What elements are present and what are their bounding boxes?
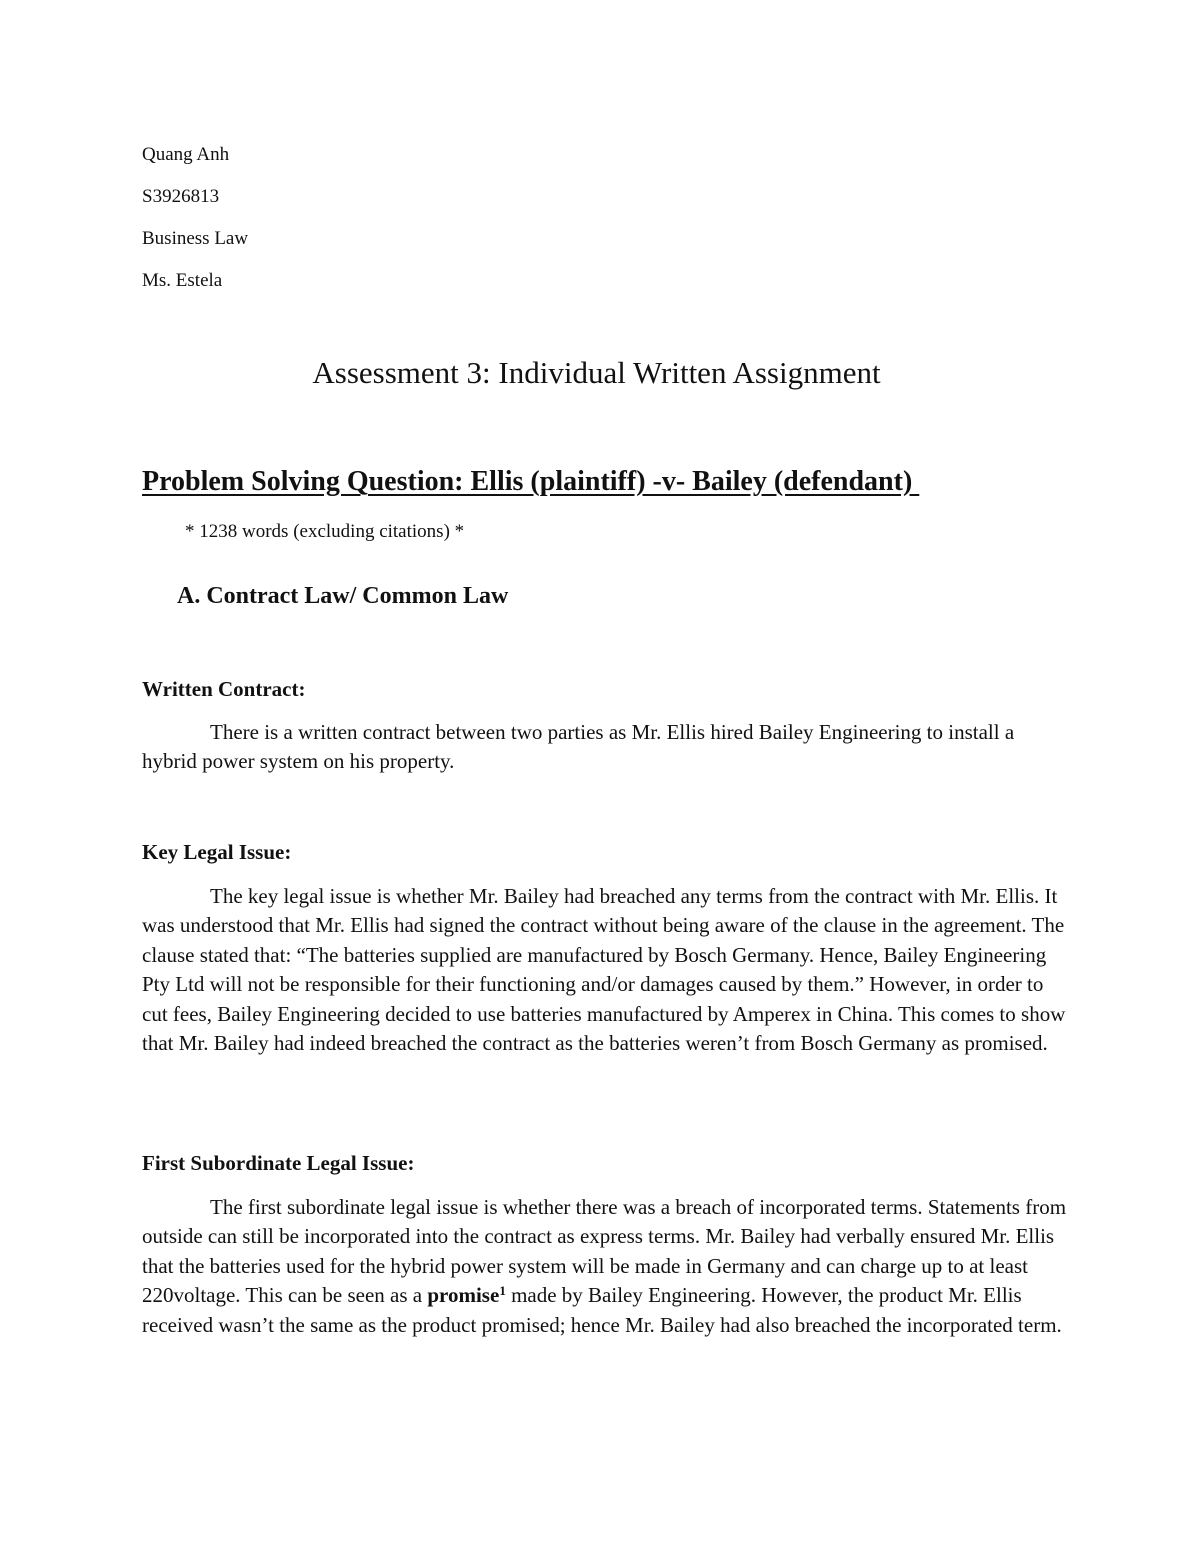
author-name: Quang Anh [142, 144, 230, 165]
lecturer-name: Ms. Estela [142, 270, 223, 291]
word-count-note: * 1238 words (excluding citations) * [185, 521, 465, 542]
paragraph-text-after: made by Bailey Engineering. However, the product Mr. Ellis received wasn’t the same as the product promised; hence Mr. Bailey had also breached the incorporated term. [142, 1283, 1062, 1337]
key-legal-issue-paragraph: The key legal issue is whether Mr. Bailey had breached any terms from the contract with Mr. Ellis. It was understood that Mr. Ellis had signed the contract without being aware of the clause in the agreement. The clause stated that: “The batteries supplied are manufactured by Bosch Germany. Hence, Bailey Engineering Pty Ltd will not be responsible for their functioning and/or damages caused by them.” However, in order to cut fees, Bailey Engineering decided to use batteries manufactured by Amperex in China. This comes to show that Mr. Bailey had indeed breached the contract as the batteries weren’t from Bosch Germany as promised. [142, 884, 1066, 1056]
key-legal-issue-heading: Key Legal Issue: [142, 840, 292, 864]
first-subordinate-issue-heading: First Subordinate Legal Issue: [142, 1151, 415, 1175]
first-subordinate-issue-paragraph [142, 1193, 1067, 1340]
footnote-reference[interactable]: 1 [499, 1283, 506, 1299]
student-id: S3926813 [142, 186, 220, 207]
course-name: Business Law [142, 228, 249, 249]
problem-heading: Problem Solving Question: Ellis (plaintiff) -v- Bailey (defendant) [142, 466, 920, 497]
document-title: Assessment 3: Individual Written Assignment [312, 355, 881, 390]
section-a-heading: A. Contract Law/ Common Law [177, 583, 509, 609]
promise-term: promise [427, 1283, 500, 1308]
paragraph-text-before: The first subordinate legal issue is whether there was a breach of incorporated terms. Statements from outside can still be incorporated into the contract as express terms. Mr. Bailey had verbally ensured Mr. Ellis that the batteries used for the hybrid power system will be made in Germany and can charge up to at least 220voltage. This can be seen as a [142, 1195, 1067, 1308]
written-contract-paragraph: There is a written contract between two parties as Mr. Ellis hired Bailey Engineering to install a hybrid power system on his property. [142, 720, 1015, 774]
written-contract-heading: Written Contract: [142, 677, 306, 701]
